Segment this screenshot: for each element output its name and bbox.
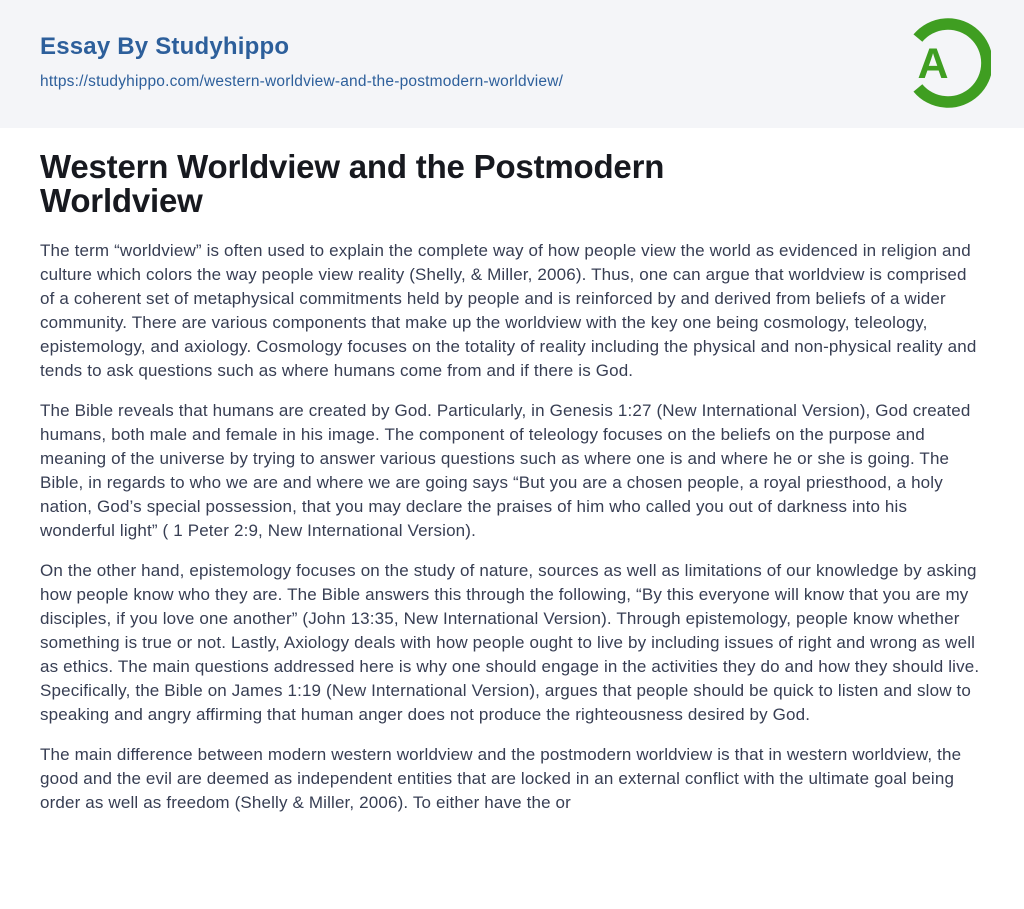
- essay-paragraph-1: The term “worldview” is often used to explain the complete way of how people view the world as evidenced in religion and culture which colors the way people view reality (Shelly, & Miller, 2006). Thus, one can argue that worldview is comprised of a coherent set of metaphysical commitments held by people and is reinforced by and derived from beliefs of a wider community. There are various components that make up the worldview with the key one being cosmology, teleology, epistemology, and axiology. Cosmology focuses on the totality of reality including the physical and non-physical reality and tends to ask questions such as where humans come from and if there is God.: [40, 241, 977, 380]
- studyhippo-logo-icon: [899, 13, 991, 113]
- essay-url-link[interactable]: https://studyhippo.com/western-worldview-and-the-postmodern-worldview/: [40, 73, 564, 90]
- essay-content: [0, 128, 1024, 815]
- essay-title: Western Worldview and the Postmodern Worldview: [40, 148, 665, 219]
- studyhippo-logo: [899, 13, 991, 113]
- essay-header: [0, 0, 1024, 128]
- essay-paragraph-2: The Bible reveals that humans are created by God. Particularly, in Genesis 1:27 (New International Version), God created humans, both male and female in his image. The component of teleology focuses on the beliefs on the purpose and meaning of the universe by trying to answer various questions such as where one is and where he or she is going. The Bible, in regards to who we are and where we are going says “But you are a chosen people, a royal priesthood, a holy nation, God’s special possession, that you may declare the praises of him who called you out of darkness into his wonderful light” ( 1 Peter 2:9, New International Version).: [40, 401, 971, 540]
- essay-paragraph-3: On the other hand, epistemology focuses on the study of nature, sources as well as limitations of our knowledge by asking how people know who they are. The Bible answers this through the following, “By this everyone will know that you are my disciples, if you love one another” (John 13:35, New International Version). Through epistemology, people know whether something is true or not. Lastly, Axiology deals with how people ought to live by including issues of right and wrong as well as ethics. The main questions addressed here is why one should engage in the activities they do and how they should live. Specifically, the Bible on James 1:19 (New International Version), argues that people should be quick to listen and slow to speaking and angry affirming that human anger does not produce the righteousness desired by God.: [40, 561, 980, 724]
- essay-byline: Essay By Studyhippo: [40, 33, 290, 60]
- logo-letter-a: A: [917, 40, 949, 88]
- essay-paragraph-4: The main difference between modern western worldview and the postmodern worldview is that in western worldview, the good and the evil are deemed as independent entities that are locked in an external conflict with the ultimate goal being order as well as freedom (Shelly & Miller, 2006). To either have the or: [40, 745, 962, 812]
